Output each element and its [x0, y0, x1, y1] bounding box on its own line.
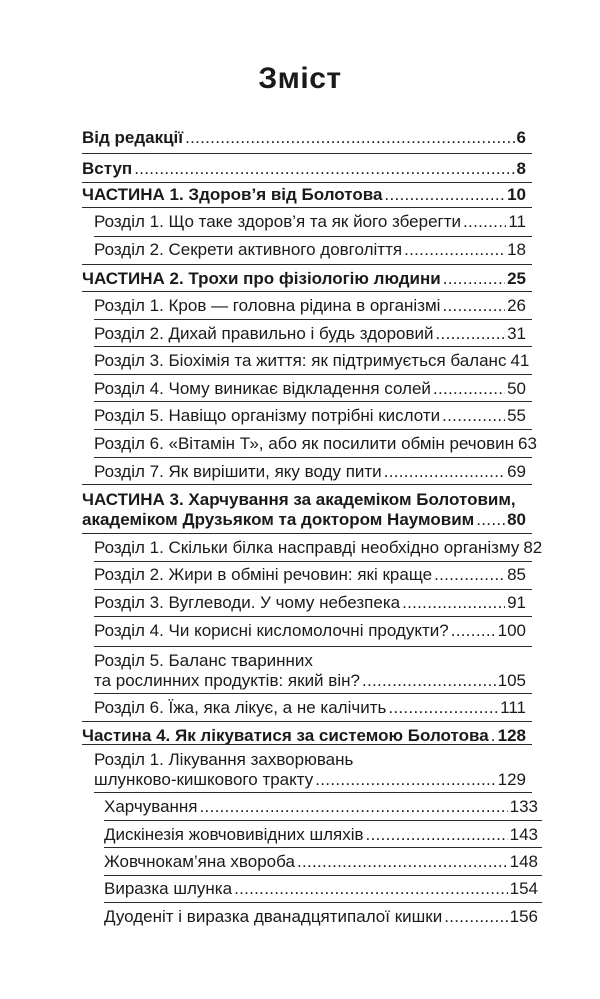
toc-entry-title: шлунково-кишкового тракту	[94, 770, 314, 789]
page-title: Зміст	[258, 62, 342, 95]
toc-entry	[94, 240, 526, 260]
toc-separator	[82, 291, 532, 292]
toc-entry-page: 111	[500, 698, 526, 717]
toc-entry-title: Розділ 1. Скільки білка насправді необхідно організму	[94, 538, 520, 557]
toc-separator	[94, 646, 532, 647]
toc-entry-title: Від редакції	[82, 128, 184, 147]
toc-entry-title: академіком Друзьяком та доктором Наумовим	[82, 510, 475, 529]
toc-separator	[104, 847, 542, 848]
toc-entry	[104, 907, 538, 927]
toc-separator	[94, 319, 532, 320]
toc-separator	[94, 429, 532, 430]
toc-separator	[94, 401, 532, 402]
toc-entry	[94, 538, 543, 558]
toc-entry-page: 26	[507, 296, 526, 315]
toc-entry	[94, 434, 537, 454]
toc-entry	[82, 726, 526, 746]
toc-separator	[94, 374, 532, 375]
toc-entry	[82, 128, 526, 148]
toc-entry-title-first-line: ЧАСТИНА 3. Харчування за академіком Болотовим,	[82, 490, 516, 509]
toc-entry-title: Частина 4. Як лікуватися за системою Болотова	[82, 726, 489, 745]
toc-entry-page: 143	[509, 825, 538, 844]
toc-entry-page: 11	[508, 212, 526, 231]
toc-entry-page: 156	[509, 907, 538, 926]
toc-entry	[104, 797, 538, 817]
toc-entry-page: 105	[497, 671, 526, 690]
toc-separator	[94, 693, 532, 694]
toc-entry-title: Розділ 3. Біохімія та життя: як підтримується баланс	[94, 351, 507, 370]
toc-entry	[94, 565, 526, 585]
toc-entry-page: 6	[516, 128, 526, 147]
toc-entry-title: Вступ	[82, 159, 133, 178]
toc-entry-title: Розділ 1. Що таке здоров’я та як його зберегти	[94, 212, 462, 231]
toc-entry-page: 10	[507, 185, 526, 204]
toc-entry-page: 133	[509, 797, 538, 816]
toc-entry-title: Жовчнокам’яна хвороба	[104, 852, 295, 871]
toc-separator	[94, 236, 532, 237]
toc-entry-title: Розділ 4. Чому виникає відкладення солей	[94, 379, 431, 398]
toc-entry	[82, 269, 526, 289]
toc-entry	[82, 185, 526, 205]
toc-entry-title: Розділ 2. Жири в обміні речовин: які краще	[94, 565, 433, 584]
toc-entry-page: 80	[507, 510, 526, 529]
toc-entry-page: 31	[507, 324, 526, 343]
toc-separator	[94, 792, 532, 793]
toc-separator	[104, 902, 542, 903]
toc-entry	[82, 159, 526, 179]
toc-entry	[94, 379, 526, 399]
toc-separator	[82, 207, 532, 208]
toc-entry-title-first-line: Розділ 5. Баланс тваринних	[94, 651, 313, 670]
toc-entry	[94, 698, 526, 718]
toc-entry-title: Розділ 5. Навіщо організму потрібні кислоти	[94, 406, 441, 425]
toc-entry-title: Розділ 2. Дихай правильно і будь здоровий	[94, 324, 434, 343]
toc-separator	[104, 820, 542, 821]
toc-entry-title: Розділ 6. Їжа, яка лікує, а не калічить	[94, 698, 387, 717]
toc-entry-title: Виразка шлунка	[104, 879, 233, 898]
toc-entry-page: 63	[518, 434, 537, 453]
toc-entry-title: Розділ 7. Як вирішити, яку воду пити	[94, 462, 382, 481]
toc-entry-page: 154	[509, 879, 538, 898]
toc-entry	[94, 770, 526, 790]
toc-entry	[94, 324, 526, 344]
toc-entry	[94, 296, 526, 316]
toc-separator	[94, 346, 532, 347]
toc-entry	[94, 671, 526, 691]
toc-entry	[94, 621, 526, 641]
toc-entry-title: Розділ 2. Секрети активного довголіття	[94, 240, 403, 259]
toc-entry	[94, 351, 530, 371]
toc-separator	[82, 744, 532, 745]
toc-entry	[94, 462, 526, 482]
toc-separator	[104, 875, 542, 876]
toc-separator	[82, 182, 532, 183]
toc-entry-page: 55	[507, 406, 526, 425]
toc-entry-title: Харчування	[104, 797, 198, 816]
toc-entry-title: ЧАСТИНА 1. Здоров’я від Болотова	[82, 185, 383, 204]
toc-entry-title-first-line: Розділ 1. Лікування захворювань	[94, 750, 354, 769]
toc-entry-page: 69	[507, 462, 526, 481]
toc-entry	[94, 406, 526, 426]
toc-separator	[82, 264, 532, 265]
toc-entry-page: 25	[507, 269, 526, 288]
toc-entry	[94, 593, 526, 613]
toc-entry-page: 18	[507, 240, 526, 259]
toc-entry-title: та рослинних продуктів: який він?	[94, 671, 360, 690]
toc-entry-title: Розділ 3. Вуглеводи. У чому небезпека	[94, 593, 401, 612]
toc-entry-title: Розділ 1. Кров — головна рідина в організмі	[94, 296, 441, 315]
toc-separator	[82, 533, 532, 534]
toc-separator	[94, 561, 532, 562]
toc-entry	[82, 510, 526, 530]
toc-entry-page: 50	[507, 379, 526, 398]
toc-entry-title: Розділ 4. Чи корисні кисломолочні продукти?	[94, 621, 449, 640]
toc-separator	[82, 721, 532, 722]
toc-separator	[94, 589, 532, 590]
toc-entry	[94, 212, 526, 232]
toc-entry-page: 85	[507, 565, 526, 584]
toc-entry	[104, 852, 538, 872]
toc-entry	[104, 825, 538, 845]
toc-entry-title: Дискінезія жовчовивідних шляхів	[104, 825, 364, 844]
toc-entry-title: Розділ 6. «Вітамін Т», або як посилити обмін речовин	[94, 434, 515, 453]
toc-entry-page: 91	[507, 593, 526, 612]
toc-entry-page: 128	[497, 726, 526, 745]
toc-entry-page: 148	[509, 852, 538, 871]
toc-entry-page: 82	[523, 538, 543, 557]
toc-entry-page: 129	[497, 770, 526, 789]
toc-separator	[82, 484, 532, 485]
toc-separator	[82, 153, 532, 154]
toc-separator	[94, 616, 532, 617]
toc-separator	[94, 457, 532, 458]
toc-entry-title: ЧАСТИНА 2. Трохи про фізіологію людини	[82, 269, 441, 288]
toc-entry-page: 8	[516, 159, 526, 178]
toc-entry-title: Дуоденіт і виразка дванадцятипалої кишки	[104, 907, 443, 926]
toc-entry-page: 41	[510, 351, 530, 370]
toc-entry-page: 100	[497, 621, 526, 640]
toc-entry	[104, 879, 538, 899]
